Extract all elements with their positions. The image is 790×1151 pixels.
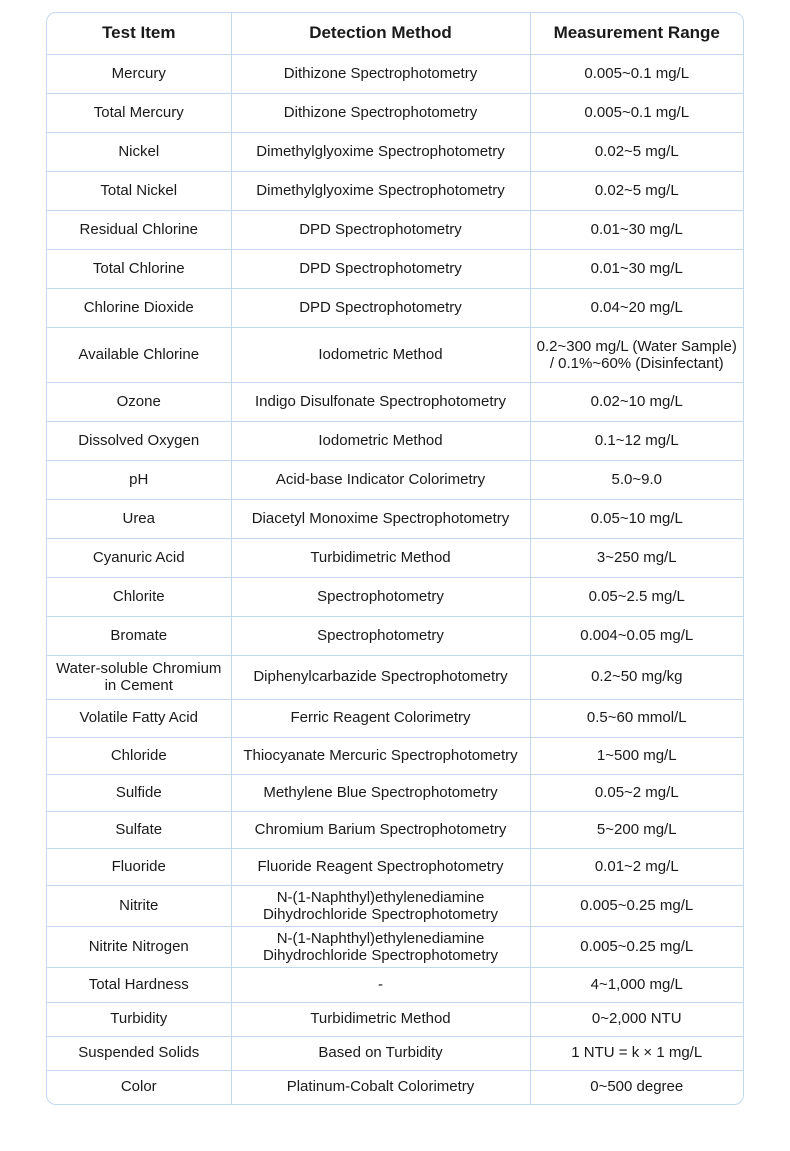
table-row xyxy=(47,288,743,327)
cell-test-item: Sulfate xyxy=(47,811,231,848)
cell-test-item: Sulfide xyxy=(47,774,231,811)
table-row xyxy=(47,249,743,288)
cell-detection-method: Iodometric Method xyxy=(231,421,530,460)
cell-test-item: Chlorine Dioxide xyxy=(47,288,231,327)
test-items-table xyxy=(47,13,743,1104)
table-row xyxy=(47,210,743,249)
cell-detection-method: Thiocyanate Mercuric Spectrophotometry xyxy=(231,737,530,774)
table-row xyxy=(47,93,743,132)
cell-detection-method: Fluoride Reagent Spectrophotometry xyxy=(231,848,530,885)
table-row xyxy=(47,421,743,460)
cell-detection-method: Diacetyl Monoxime Spectrophotometry xyxy=(231,499,530,538)
header-detection-method: Detection Method xyxy=(231,13,530,54)
cell-measurement-range: 0~2,000 NTU xyxy=(530,1002,743,1036)
cell-detection-method: Diphenylcarbazide Spectrophotometry xyxy=(231,655,530,699)
cell-test-item: Volatile Fatty Acid xyxy=(47,699,231,737)
cell-test-item: Bromate xyxy=(47,616,231,655)
table-row xyxy=(47,848,743,885)
table-row xyxy=(47,655,743,699)
cell-detection-method: DPD Spectrophotometry xyxy=(231,210,530,249)
cell-measurement-range: 0.02~5 mg/L xyxy=(530,132,743,171)
cell-detection-method: DPD Spectrophotometry xyxy=(231,288,530,327)
cell-measurement-range: 0~500 degree xyxy=(590,1078,684,1096)
cell-measurement-range: 0.004~0.05 mg/L xyxy=(530,616,743,655)
cell-detection-method: Dithizone Spectrophotometry xyxy=(231,93,530,132)
cell-detection-method: Spectrophotometry xyxy=(231,616,530,655)
cell-measurement-range: 0.05~2 mg/L xyxy=(530,774,743,811)
cell-measurement-range: 5~200 mg/L xyxy=(530,811,743,848)
cell-test-item: Total Chlorine xyxy=(47,249,231,288)
cell-test-item: Suspended Solids xyxy=(47,1036,231,1070)
cell-detection-method: Turbidimetric Method xyxy=(231,1002,530,1036)
header-test-item: Test Item xyxy=(47,13,231,54)
cell-measurement-range: 0.05~2.5 mg/L xyxy=(530,577,743,616)
cell-measurement-range: 1~500 mg/L xyxy=(530,737,743,774)
table-row xyxy=(47,1070,743,1104)
cell-detection-method: Indigo Disulfonate Spectrophotometry xyxy=(231,382,530,421)
cell-test-item: Total Hardness xyxy=(47,967,231,1002)
cell-test-item: Urea xyxy=(47,499,231,538)
cell-detection-method: Iodometric Method xyxy=(231,327,530,382)
cell-test-item: Chlorite xyxy=(47,577,231,616)
cell-test-item: Water-soluble Chromium in Cement xyxy=(47,655,231,699)
cell-detection-method: Spectrophotometry xyxy=(231,577,530,616)
cell-measurement-range: 0.01~2 mg/L xyxy=(530,848,743,885)
table-row xyxy=(47,967,743,1002)
table-row xyxy=(47,382,743,421)
table-row xyxy=(47,54,743,93)
table-row xyxy=(47,1002,743,1036)
cell-detection-method: Dimethylglyoxime Spectrophotometry xyxy=(231,132,530,171)
cell-detection-method: Dimethylglyoxime Spectrophotometry xyxy=(231,171,530,210)
cell-test-item: Chloride xyxy=(47,737,231,774)
cell-test-item: Color xyxy=(47,1070,231,1104)
table-row xyxy=(47,885,743,926)
test-items-table-container xyxy=(46,12,744,1105)
table-row xyxy=(47,774,743,811)
cell-measurement-range: 0.02~5 mg/L xyxy=(530,171,743,210)
cell-measurement-range: 0.01~30 mg/L xyxy=(530,210,743,249)
cell-test-item: Ozone xyxy=(47,382,231,421)
cell-detection-method: Ferric Reagent Colorimetry xyxy=(231,699,530,737)
table-header-row xyxy=(47,13,743,54)
header-measurement-range: Measurement Range xyxy=(530,13,743,54)
cell-detection-method: Based on Turbidity xyxy=(231,1036,530,1070)
cell-detection-method: N-(1-Naphthyl)ethylenediamine Dihydrochloride Spectrophotometry xyxy=(231,926,530,967)
table-row xyxy=(47,1036,743,1070)
cell-measurement-range: 0.2~300 mg/L (Water Sample) / 0.1%~60% (Disinfectant) xyxy=(530,327,743,382)
cell-measurement-range: 0.2~50 mg/kg xyxy=(530,655,743,699)
cell-test-item: Available Chlorine xyxy=(47,327,231,382)
cell-detection-method: N-(1-Naphthyl)ethylenediamine Dihydrochloride Spectrophotometry xyxy=(231,885,530,926)
table-row xyxy=(47,699,743,737)
cell-detection-method: DPD Spectrophotometry xyxy=(231,249,530,288)
table-row xyxy=(47,460,743,499)
cell-test-item: Dissolved Oxygen xyxy=(47,421,231,460)
table-row xyxy=(47,737,743,774)
cell-test-item: Nitrite Nitrogen xyxy=(47,926,231,967)
table-row xyxy=(47,327,743,382)
cell-measurement-range: 0.005~0.25 mg/L xyxy=(530,926,743,967)
cell-measurement-range: 0.5~60 mmol/L xyxy=(530,699,743,737)
cell-measurement-range: 1 NTU = k × 1 mg/L xyxy=(530,1036,743,1070)
table-row xyxy=(47,926,743,967)
cell-measurement-range: 0.005~0.25 mg/L xyxy=(530,885,743,926)
cell-measurement-range: 0.04~20 mg/L xyxy=(530,288,743,327)
cell-measurement-range: 0.01~30 mg/L xyxy=(530,249,743,288)
cell-test-item: pH xyxy=(47,460,231,499)
cell-measurement-range: 5.0~9.0 xyxy=(530,460,743,499)
table-row xyxy=(47,616,743,655)
table-row xyxy=(47,499,743,538)
cell-detection-method: - xyxy=(231,967,530,1002)
cell-detection-method: Chromium Barium Spectrophotometry xyxy=(231,811,530,848)
cell-detection-method: Dithizone Spectrophotometry xyxy=(231,54,530,93)
cell-measurement-range: 0.02~10 mg/L xyxy=(530,382,743,421)
cell-detection-method: Platinum-Cobalt Colorimetry xyxy=(231,1070,530,1104)
table-row xyxy=(47,577,743,616)
cell-test-item: Fluoride xyxy=(47,848,231,885)
cell-measurement-range: 0.005~0.1 mg/L xyxy=(530,93,743,132)
cell-measurement-range: 4~1,000 mg/L xyxy=(530,967,743,1002)
cell-test-item: Total Nickel xyxy=(47,171,231,210)
table-row xyxy=(47,171,743,210)
table-row xyxy=(47,132,743,171)
cell-detection-method: Methylene Blue Spectrophotometry xyxy=(231,774,530,811)
cell-test-item: Total Mercury xyxy=(47,93,231,132)
cell-test-item: Nickel xyxy=(47,132,231,171)
cell-test-item: Residual Chlorine xyxy=(47,210,231,249)
cell-test-item: Nitrite xyxy=(47,885,231,926)
cell-measurement-range: 3~250 mg/L xyxy=(530,538,743,577)
table-row xyxy=(47,538,743,577)
cell-test-item: Mercury xyxy=(47,54,231,93)
cell-detection-method: Acid-base Indicator Colorimetry xyxy=(231,460,530,499)
cell-test-item: Turbidity xyxy=(47,1002,231,1036)
cell-measurement-range: 0.005~0.1 mg/L xyxy=(530,54,743,93)
cell-test-item: Cyanuric Acid xyxy=(47,538,231,577)
cell-detection-method: Turbidimetric Method xyxy=(231,538,530,577)
table-row xyxy=(47,811,743,848)
cell-measurement-range: 0.05~10 mg/L xyxy=(530,499,743,538)
cell-measurement-range: 0.1~12 mg/L xyxy=(530,421,743,460)
